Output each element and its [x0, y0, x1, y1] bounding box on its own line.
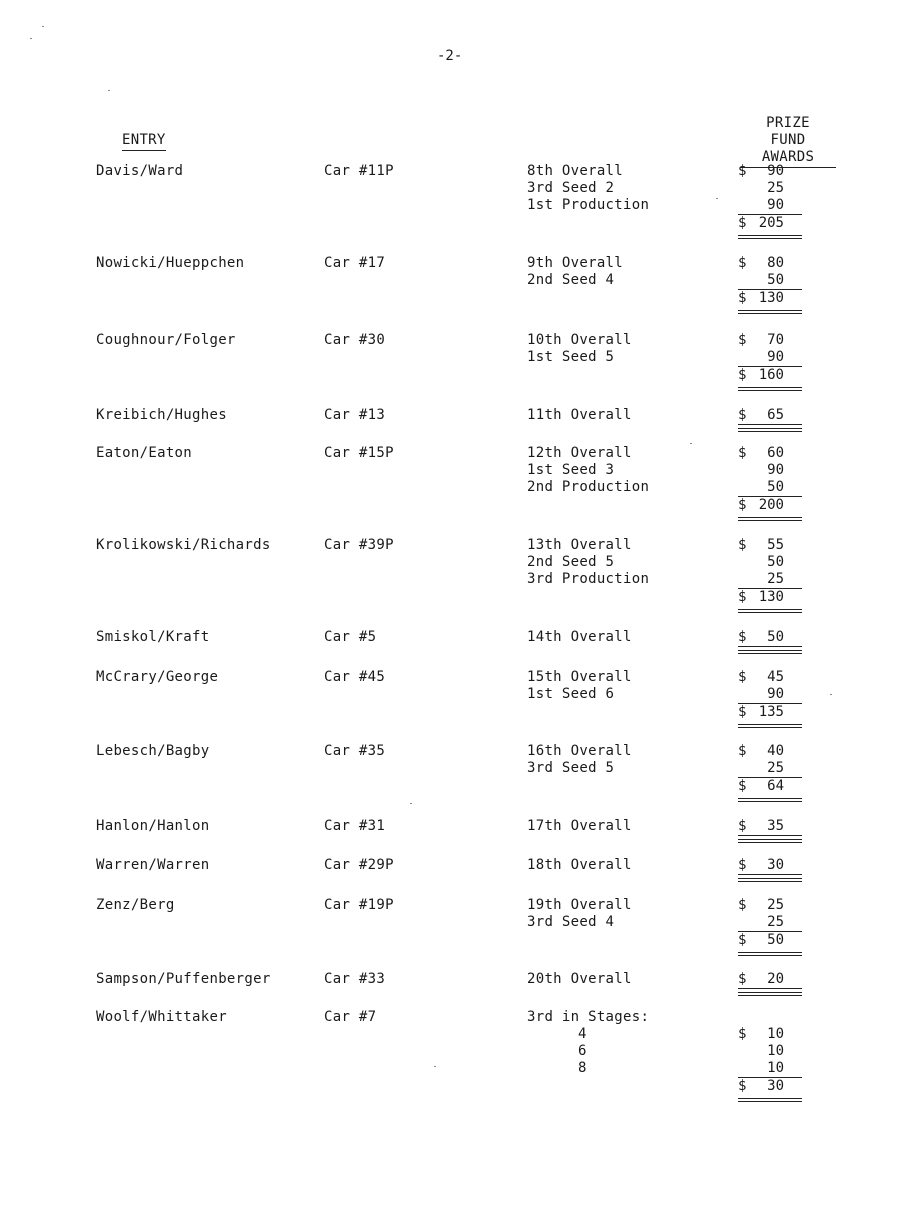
prize-header-line1: PRIZE	[766, 115, 810, 131]
dollar-sign: $	[738, 497, 747, 513]
prize-total	[738, 407, 802, 425]
entry-name: Davis/Ward	[96, 163, 184, 179]
double-underline	[738, 995, 802, 996]
prize-total	[738, 497, 802, 514]
double-underline	[738, 1101, 802, 1102]
double-underline	[738, 517, 802, 518]
dollar-sign: $	[738, 669, 747, 685]
scan-speck	[30, 38, 32, 39]
double-underline	[738, 390, 802, 391]
car-number: Car #45	[324, 669, 386, 685]
amount-value: 60	[767, 445, 784, 461]
double-underline	[738, 839, 802, 840]
double-underline	[738, 612, 802, 613]
scan-speck	[716, 198, 718, 199]
scan-speck	[108, 90, 110, 91]
amount-value: 40	[767, 743, 784, 759]
double-underline	[738, 609, 802, 610]
amount-value: 50	[767, 272, 784, 288]
prize-total	[738, 629, 802, 647]
scan-speck	[42, 26, 44, 27]
entry-name: Kreibich/Hughes	[96, 407, 227, 423]
placing: 3rd Seed 5	[527, 760, 615, 776]
amount-line	[738, 197, 802, 215]
car-number: Car #7	[324, 1009, 377, 1025]
placing: 3rd Seed 2	[527, 180, 615, 196]
amount-value: 55	[767, 537, 784, 553]
amount-value: 10	[767, 1060, 784, 1076]
car-number: Car #11P	[324, 163, 394, 179]
dollar-sign: $	[738, 857, 747, 873]
placing: 9th Overall	[527, 255, 624, 271]
prize-amount-column	[738, 407, 802, 432]
dollar-sign: $	[738, 290, 747, 306]
amount-value: 10	[767, 1043, 784, 1059]
double-underline	[738, 842, 802, 843]
amount-value: 90	[767, 462, 784, 478]
prize-amount-column	[738, 537, 802, 613]
dollar-sign: $	[738, 1078, 747, 1094]
amount-value: 50	[767, 932, 784, 948]
double-underline	[738, 955, 802, 956]
prize-header-line2: FUND AWARDS	[740, 132, 836, 168]
dollar-sign: $	[738, 215, 747, 231]
double-underline	[738, 653, 802, 654]
prize-amount-column	[738, 163, 802, 239]
amount-line	[738, 537, 802, 554]
amount-value: 25	[767, 760, 784, 776]
scan-speck	[690, 443, 692, 444]
amount-line	[738, 272, 802, 290]
dollar-sign: $	[738, 407, 747, 423]
placing: 2nd Seed 4	[527, 272, 615, 288]
amount-value: 200	[758, 497, 784, 513]
entry-name: Woolf/Whittaker	[96, 1009, 227, 1025]
double-underline	[738, 881, 802, 882]
dollar-sign: $	[738, 778, 747, 794]
dollar-sign: $	[738, 163, 747, 179]
amount-value: 80	[767, 255, 784, 271]
page-number: -2-	[437, 48, 463, 64]
dollar-sign: $	[738, 971, 747, 987]
car-number: Car #31	[324, 818, 386, 834]
double-underline	[738, 1098, 802, 1099]
placing: 3rd Production	[527, 571, 650, 587]
amount-value: 70	[767, 332, 784, 348]
double-underline	[738, 952, 802, 953]
entry-name: Coughnour/Folger	[96, 332, 236, 348]
prize-total	[738, 857, 802, 875]
scan-speck	[830, 694, 832, 695]
prize-total	[738, 290, 802, 307]
placing: 4	[578, 1026, 587, 1042]
amount-value: 130	[758, 589, 784, 605]
car-number: Car #30	[324, 332, 386, 348]
dollar-sign: $	[738, 818, 747, 834]
entry-name: Smiskol/Kraft	[96, 629, 210, 645]
amount-value: 25	[767, 914, 784, 930]
placing: 6	[578, 1043, 587, 1059]
double-underline	[738, 801, 802, 802]
dollar-sign: $	[738, 1026, 747, 1042]
scan-speck	[434, 1066, 436, 1067]
amount-value: 64	[767, 778, 784, 794]
prize-amount-column	[738, 818, 802, 843]
car-number: Car #17	[324, 255, 386, 271]
prize-fund-header	[740, 115, 836, 168]
placing: 16th Overall	[527, 743, 632, 759]
amount-line	[738, 255, 802, 272]
dollar-sign: $	[738, 445, 747, 461]
amount-value: 160	[758, 367, 784, 383]
amount-value: 20	[767, 971, 784, 987]
entry-name: Krolikowski/Richards	[96, 537, 271, 553]
placing: 8	[578, 1060, 587, 1076]
amount-value: 10	[767, 1026, 784, 1042]
placing: 3rd Seed 4	[527, 914, 615, 930]
prize-amount-column	[738, 332, 802, 391]
amount-line	[738, 669, 802, 686]
amount-value: 25	[767, 180, 784, 196]
prize-amount-column	[738, 255, 802, 314]
placing: 18th Overall	[527, 857, 632, 873]
dollar-sign: $	[738, 629, 747, 645]
amount-value: 135	[758, 704, 784, 720]
amount-line	[738, 479, 802, 497]
double-underline	[738, 431, 802, 432]
entry-name: McCrary/George	[96, 669, 219, 685]
amount-value: 50	[767, 554, 784, 570]
prize-amount-column	[738, 857, 802, 882]
prize-amount-column	[738, 629, 802, 654]
prize-amount-column	[738, 897, 802, 956]
double-underline	[738, 387, 802, 388]
amount-value: 90	[767, 349, 784, 365]
amount-line	[738, 1026, 802, 1043]
amount-value: 50	[767, 479, 784, 495]
prize-total	[738, 589, 802, 606]
amount-line	[738, 180, 802, 197]
double-underline	[738, 878, 802, 879]
amount-line	[738, 1060, 802, 1078]
prize-amount-column	[738, 1026, 802, 1102]
amount-line	[738, 332, 802, 349]
placing: 10th Overall	[527, 332, 632, 348]
amount-value: 130	[758, 290, 784, 306]
amount-line	[738, 571, 802, 589]
amount-line	[738, 554, 802, 571]
amount-line	[738, 163, 802, 180]
placing: 19th Overall	[527, 897, 632, 913]
amount-line	[738, 686, 802, 704]
entry-name: Hanlon/Hanlon	[96, 818, 210, 834]
double-underline	[738, 238, 802, 239]
car-number: Car #5	[324, 629, 377, 645]
double-underline	[738, 310, 802, 311]
car-number: Car #13	[324, 407, 386, 423]
car-number: Car #29P	[324, 857, 394, 873]
amount-value: 25	[767, 571, 784, 587]
placing: 14th Overall	[527, 629, 632, 645]
placing: 1st Seed 5	[527, 349, 615, 365]
placing: 1st Seed 6	[527, 686, 615, 702]
car-number: Car #35	[324, 743, 386, 759]
prize-amount-column	[738, 445, 802, 521]
placing: 12th Overall	[527, 445, 632, 461]
amount-value: 90	[767, 686, 784, 702]
double-underline	[738, 520, 802, 521]
prize-total	[738, 1078, 802, 1095]
car-number: Car #19P	[324, 897, 394, 913]
placing: 11th Overall	[527, 407, 632, 423]
double-underline	[738, 724, 802, 725]
dollar-sign: $	[738, 255, 747, 271]
amount-value: 65	[767, 407, 784, 423]
prize-total	[738, 704, 802, 721]
prize-amount-column	[738, 669, 802, 728]
amount-line	[738, 1043, 802, 1060]
amount-line	[738, 760, 802, 778]
dollar-sign: $	[738, 537, 747, 553]
entry-header: ENTRY	[122, 132, 166, 151]
placing: 2nd Production	[527, 479, 650, 495]
car-number: Car #15P	[324, 445, 394, 461]
amount-value: 50	[767, 629, 784, 645]
dollar-sign: $	[738, 897, 747, 913]
placing: 3rd in Stages:	[527, 1009, 650, 1025]
amount-line	[738, 462, 802, 479]
entry-name: Eaton/Eaton	[96, 445, 193, 461]
dollar-sign: $	[738, 743, 747, 759]
amount-line	[738, 743, 802, 760]
amount-line	[738, 914, 802, 932]
dollar-sign: $	[738, 332, 747, 348]
double-underline	[738, 992, 802, 993]
double-underline	[738, 313, 802, 314]
amount-line	[738, 349, 802, 367]
prize-total	[738, 971, 802, 989]
entry-name: Nowicki/Hueppchen	[96, 255, 245, 271]
dollar-sign: $	[738, 367, 747, 383]
amount-value: 25	[767, 897, 784, 913]
prize-total	[738, 932, 802, 949]
amount-value: 90	[767, 163, 784, 179]
placing: 20th Overall	[527, 971, 632, 987]
placing: 17th Overall	[527, 818, 632, 834]
placing: 1st Seed 3	[527, 462, 615, 478]
amount-line	[738, 445, 802, 462]
double-underline	[738, 727, 802, 728]
dollar-sign: $	[738, 589, 747, 605]
prize-total	[738, 367, 802, 384]
placing: 15th Overall	[527, 669, 632, 685]
prize-amount-column	[738, 971, 802, 996]
car-number: Car #39P	[324, 537, 394, 553]
prize-amount-column	[738, 743, 802, 802]
dollar-sign: $	[738, 704, 747, 720]
entry-name: Lebesch/Bagby	[96, 743, 210, 759]
double-underline	[738, 650, 802, 651]
amount-value: 45	[767, 669, 784, 685]
car-number: Car #33	[324, 971, 386, 987]
placing: 1st Production	[527, 197, 650, 213]
amount-value: 90	[767, 197, 784, 213]
placing: 8th Overall	[527, 163, 624, 179]
amount-line	[738, 897, 802, 914]
prize-total	[738, 215, 802, 232]
entry-name: Warren/Warren	[96, 857, 210, 873]
amount-value: 30	[767, 857, 784, 873]
amount-value: 30	[767, 1078, 784, 1094]
amount-value: 35	[767, 818, 784, 834]
placing: 13th Overall	[527, 537, 632, 553]
scan-speck	[410, 803, 412, 804]
double-underline	[738, 798, 802, 799]
entry-name: Zenz/Berg	[96, 897, 175, 913]
prize-total	[738, 818, 802, 836]
placing: 2nd Seed 5	[527, 554, 615, 570]
prize-total	[738, 778, 802, 795]
amount-value: 205	[758, 215, 784, 231]
entry-name: Sampson/Puffenberger	[96, 971, 271, 987]
dollar-sign: $	[738, 932, 747, 948]
double-underline	[738, 428, 802, 429]
double-underline	[738, 235, 802, 236]
